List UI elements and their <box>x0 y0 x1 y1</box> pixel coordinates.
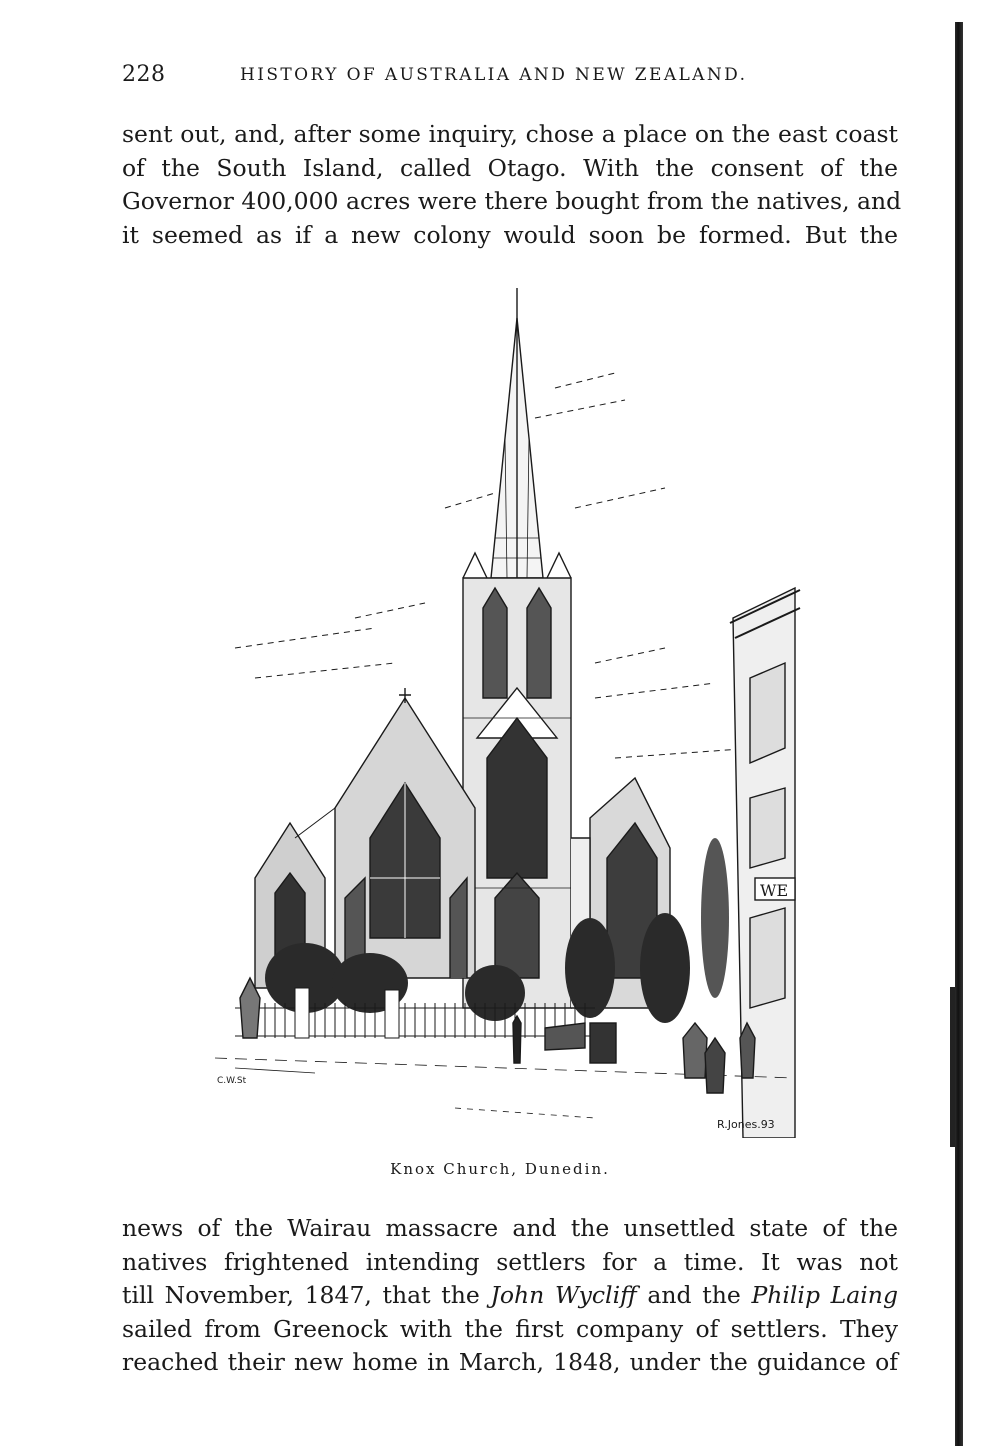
page-edge-shadow <box>955 22 963 1446</box>
text-segment: and the <box>636 1281 752 1310</box>
ship-name: Philip Laing <box>751 1281 898 1310</box>
building-sign: WE <box>760 881 789 900</box>
ship-name: John Wycliff <box>490 1281 637 1310</box>
text-line-with-ships <box>122 1279 898 1313</box>
text-line: natives frightened intending settlers for a time. It was not <box>122 1247 898 1276</box>
text-line: Governor 400,000 acres were there bought from the natives, and <box>122 187 902 216</box>
church-nave <box>335 688 475 978</box>
body-text-bottom <box>122 1212 898 1380</box>
running-title: HISTORY OF AUSTRALIA AND NEW ZEALAND. <box>240 65 748 85</box>
text-line: reached their new home in March, 1848, under the guidance of <box>122 1348 898 1377</box>
text-line: sailed from Greenock with the first company of settlers. They <box>122 1314 898 1343</box>
text-line: news of the Wairau massacre and the unsettled state of the <box>122 1214 898 1242</box>
page-number: 228 <box>122 62 166 87</box>
church-tower <box>463 553 571 1008</box>
text-segment: till November, 1847, that the <box>122 1281 491 1310</box>
engraver-mark: C.W.St <box>217 1076 247 1086</box>
text-line: sent out, and, after some inquiry, chose a place on the east coast <box>122 120 898 148</box>
body-text-top <box>122 118 902 252</box>
church-spire <box>491 288 543 578</box>
figure-caption: Knox Church, Dunedin. <box>390 1160 610 1178</box>
artist-signature: R.Jones.93 <box>717 1118 775 1131</box>
running-header <box>122 62 900 90</box>
text-line: it seemed as if a new colony would soon be formed. But the <box>122 220 898 249</box>
church-illustration <box>195 278 805 1138</box>
text-line: of the South Island, called Otago. With the consent of the <box>122 153 898 182</box>
